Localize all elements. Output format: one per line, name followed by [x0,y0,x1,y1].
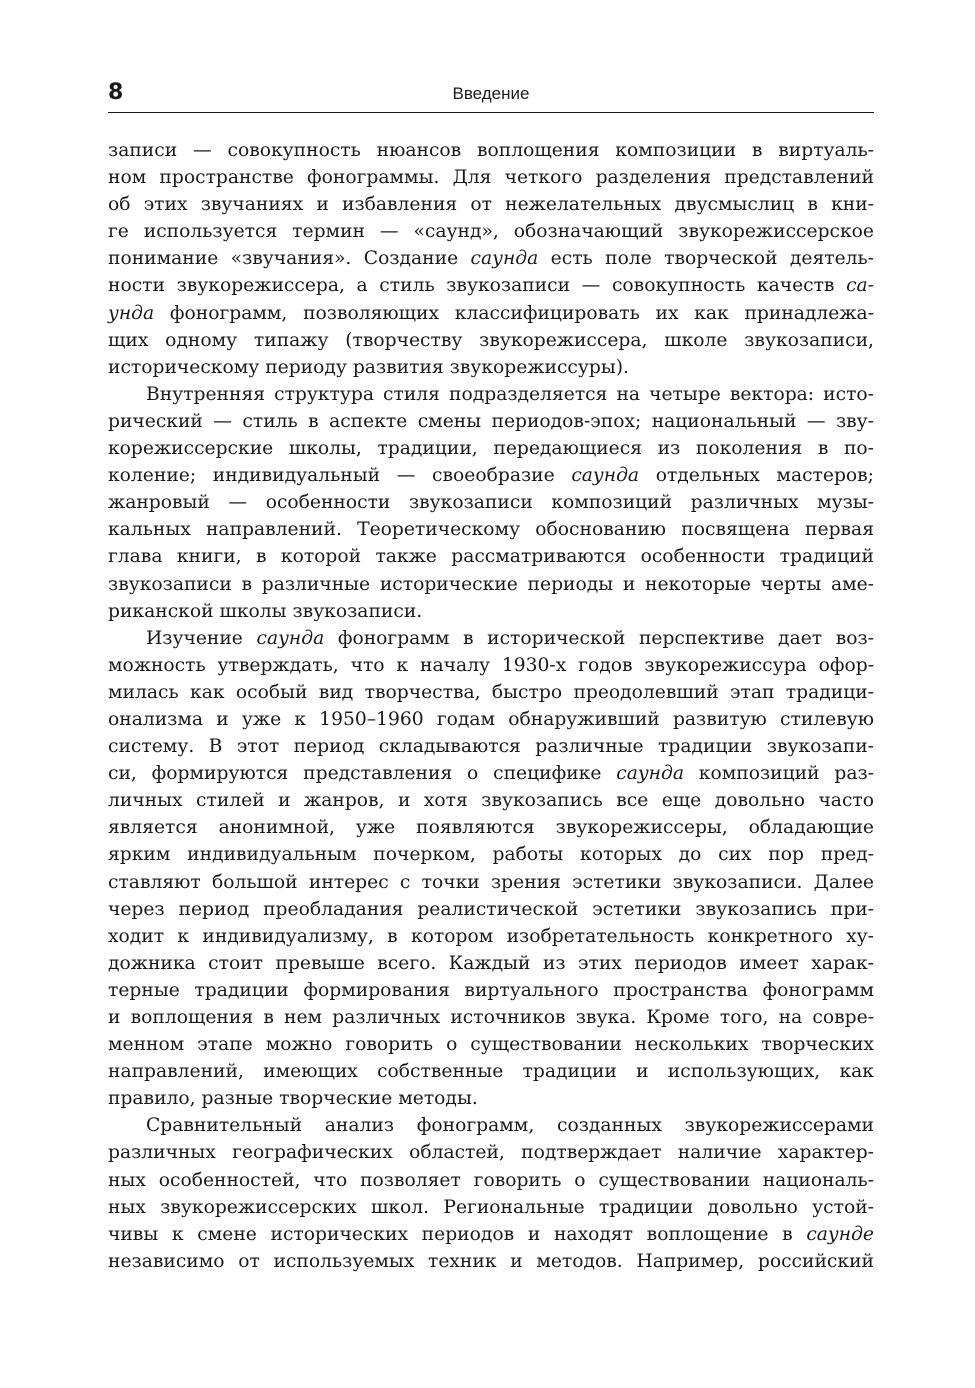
text-line [108,923,874,950]
text-segment: си, формируются представления о специфике [108,763,617,785]
paragraph [108,381,874,625]
text-line [108,1221,874,1248]
text-line [108,1031,874,1058]
text-segment: можность утверждать, что к началу 1930-х годов звукорежиссура офор- [108,654,874,676]
text-line [108,1085,874,1112]
text-line [108,760,874,787]
text-line [108,896,874,923]
text-segment: отдельных мастеров; [639,465,874,487]
text-segment: ходит к индивидуализму, в котором изобретательность конкретного ху- [108,925,874,947]
text-line [108,625,874,652]
italic-term: са- [846,275,874,297]
text-line [108,1248,874,1275]
text-line [108,164,874,191]
text-segment: кальных направлений. Теоретическому обоснованию посвящена первая [108,519,874,541]
text-line [108,598,874,625]
text-line [108,1167,874,1194]
running-title: Введение [452,84,530,103]
text-segment: звукозаписи в различные исторические периоды и некоторые черты аме- [108,573,874,595]
text-line [108,191,874,218]
text-segment: корежиссерские школы, традиции, передающиеся из поколения в по- [108,438,874,460]
text-segment: милась как особый вид творчества, быстро преодолевший этап традици- [108,681,874,703]
text-segment: личных стилей и жанров, и хотя звукозапись все еще довольно часто [108,790,874,812]
text-segment: Сравнительный анализ фонограмм, созданных звукорежиссерами [146,1115,874,1137]
text-segment: фонограмм, позволяющих классифицировать их как принадлежа- [154,302,874,324]
text-line [108,950,874,977]
italic-term: саунда [571,465,640,487]
text-segment: менном этапе можно говорить о существовании нескольких творческих [108,1034,874,1056]
paragraph [108,1112,874,1275]
text-segment: дожника стоит превыше всего. Каждый из этих периодов имеет харак- [108,952,874,974]
text-segment: записи — совокупность нюансов воплощения композиции в виртуаль- [108,140,874,161]
text-line [108,869,874,896]
text-segment: рический — стиль в аспекте смены периодов-эпох; национальный — зву- [108,410,874,432]
text-line [108,218,874,245]
text-segment: правило, разные творческие методы. [108,1088,478,1110]
text-segment: ном пространстве фонограммы. Для четкого разделения представлений [108,167,874,189]
text-line [108,814,874,841]
text-segment: композиций раз- [683,763,874,785]
text-segment: ге используется термин — «саунд», обозначающий звукорежиссерское [108,221,874,243]
text-line [108,543,874,570]
text-segment: независимо от используемых техник и методов. Например, российский [108,1250,874,1272]
text-segment: ности звукорежиссера, а стиль звукозаписи — совокупность качеств [108,275,847,297]
text-line [108,245,874,272]
paragraph [108,137,874,381]
text-line [108,137,874,164]
text-line [108,408,874,435]
text-line [108,381,874,408]
text-line [108,787,874,814]
text-segment: коление; индивидуальный — своеобразие [108,465,572,487]
italic-term: саунде [806,1223,874,1245]
text-line [108,435,874,462]
text-line [108,706,874,733]
text-segment: систему. В этот период складываются различные традиции звукозапи- [108,736,874,758]
text-segment: есть поле творческой деятель- [538,248,874,270]
text-segment: Изучение [146,627,257,649]
text-segment: ярким индивидуальным почерком, работы которых до сих пор пред- [108,844,874,866]
text-segment: и воплощения в нем различных источников звука. Кроме того, на совре- [108,1007,874,1028]
text-line [108,327,874,354]
text-segment: историческому периоду развития звукорежиссуры). [108,356,629,378]
italic-term: саунда [256,627,325,649]
text-segment: Внутренняя структура стиля подразделяется на четыре вектора: исто- [146,383,874,405]
text-line [108,272,874,299]
text-segment: риканской школы звукозаписи. [108,600,423,622]
text-segment: направлений, имеющих собственные традиции и использующих, как [108,1061,874,1083]
text-segment: различных географических областей, подтверждает наличие характер- [108,1142,874,1164]
text-line [108,516,874,543]
page-header [108,80,874,113]
text-line [108,462,874,489]
paragraph [108,625,874,1113]
text-line [108,1139,874,1166]
text-line [108,733,874,760]
text-segment: терные традиции формирования виртуального пространства фонограмм [108,979,874,1001]
text-segment: жанровый — особенности звукозаписи композиций различных музы- [108,492,874,514]
text-line [108,300,874,327]
text-segment: фонограмм в исторической перспективе дает воз- [324,627,874,649]
text-segment: через период преобладания реалистической эстетики звукозапись при- [108,898,874,920]
italic-term: саунда [470,248,539,270]
text-line [108,679,874,706]
text-segment: онализма и уже к 1950–1960 годам обнаруживший развитую стилевую [108,708,874,730]
italic-term: саунда [616,763,684,785]
text-segment: ставляют большой интерес с точки зрения эстетики звукозаписи. Далее [108,871,874,893]
text-line [108,489,874,516]
text-line [108,1194,874,1221]
text-line [108,571,874,598]
text-line [108,1112,874,1139]
text-segment: глава книги, в которой также рассматриваются особенности традиций [108,546,874,568]
page-number: 8 [108,80,124,105]
text-segment: является анонимной, уже появляются звукорежиссеры, обладающие [108,817,874,839]
text-segment: об этих звучаниях и избавления от нежелательных двусмыслиц в кни- [108,194,874,216]
text-line [108,354,874,381]
text-line [108,1004,874,1031]
text-segment: чивы к смене исторических периодов и находят воплощение в [108,1223,807,1245]
text-line [108,1058,874,1085]
text-segment: ных звукорежиссерских школ. Региональные традиции довольно устой- [108,1196,874,1218]
text-segment: ных особенностей, что позволяет говорить о существовании националь- [108,1169,874,1191]
italic-term: унда [108,302,155,324]
body-text [108,137,874,1275]
text-line [108,841,874,868]
text-segment: понимание «звучания». Создание [108,248,471,270]
text-line [108,652,874,679]
text-segment: щих одному типажу (творчеству звукорежиссера, школе звукозаписи, [108,329,874,351]
text-line [108,977,874,1004]
